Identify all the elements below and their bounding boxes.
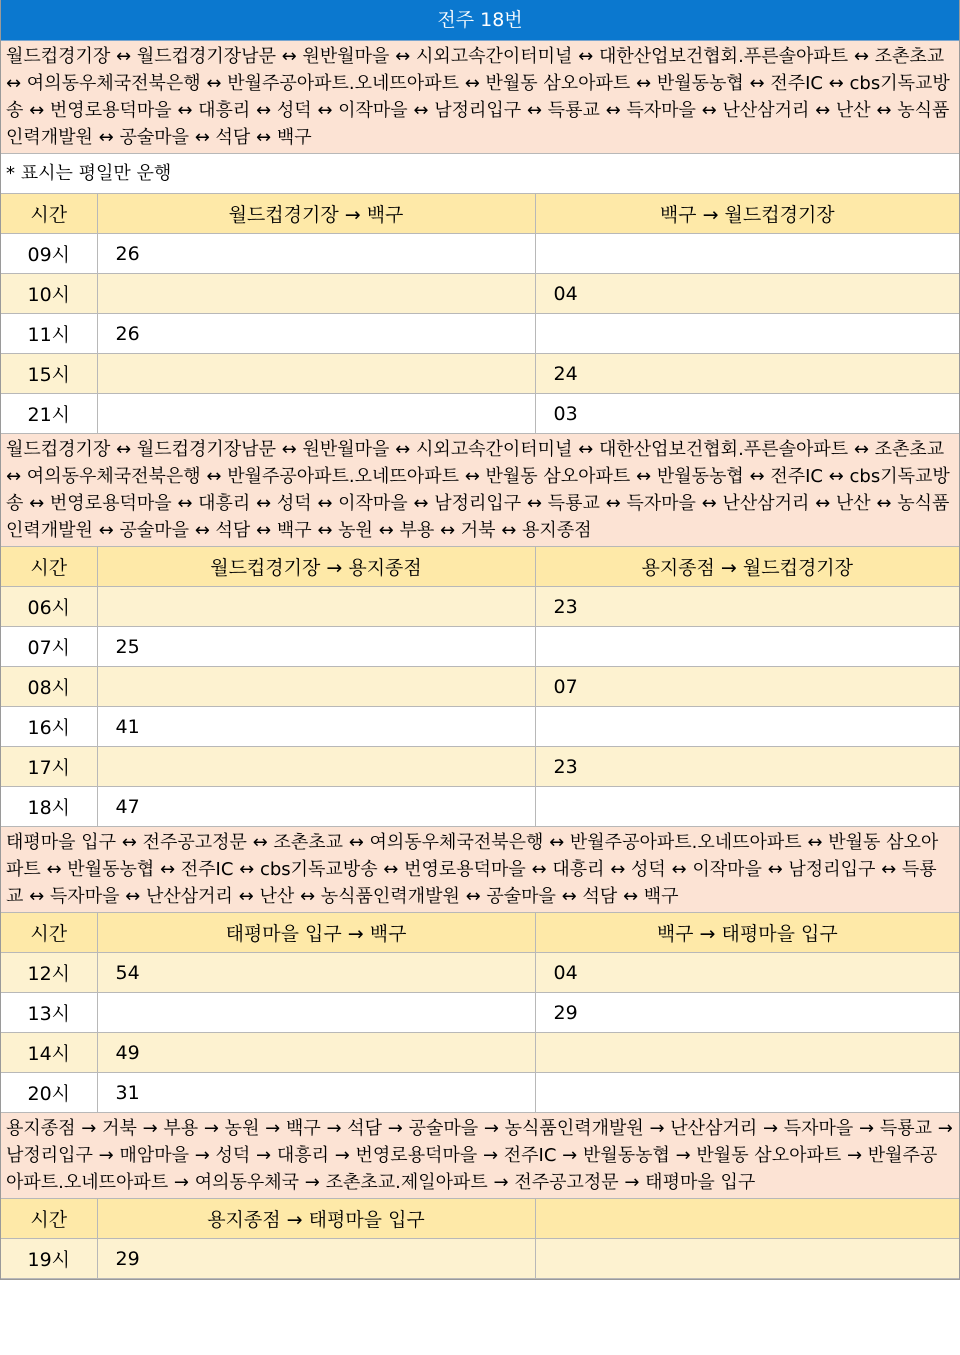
minute-cell <box>97 747 535 787</box>
minute-cell: 49 <box>97 1033 535 1073</box>
table-row <box>1 993 959 1033</box>
table-row <box>1 274 959 314</box>
minute-cell <box>535 707 959 747</box>
minute-cell <box>535 1239 959 1279</box>
timetable <box>1 194 959 434</box>
column-header-direction-a: 월드컵경기장 → 백구 <box>97 194 535 234</box>
column-header-direction-a: 월드컵경기장 → 용지종점 <box>97 547 535 587</box>
timetable <box>1 913 959 1113</box>
table-row <box>1 707 959 747</box>
minute-cell <box>535 787 959 827</box>
column-header-direction-a: 용지종점 → 태평마을 입구 <box>97 1199 535 1239</box>
minute-cell: 47 <box>97 787 535 827</box>
hour-cell: 11시 <box>1 314 97 354</box>
column-header-direction-b: 용지종점 → 월드컵경기장 <box>535 547 959 587</box>
hour-cell: 12시 <box>1 953 97 993</box>
minute-cell: 31 <box>97 1073 535 1113</box>
table-row <box>1 394 959 434</box>
table-row <box>1 953 959 993</box>
table-row <box>1 747 959 787</box>
minute-cell: 26 <box>97 314 535 354</box>
hour-cell: 21시 <box>1 394 97 434</box>
hour-cell: 13시 <box>1 993 97 1033</box>
table-header-row <box>1 194 959 234</box>
hour-cell: 16시 <box>1 707 97 747</box>
route-description: 월드컵경기장 ↔ 월드컵경기장남문 ↔ 원반월마을 ↔ 시외고속간이터미널 ↔ 대한산업보건협회.푸른솔아파트 ↔ 조촌초교 ↔ 여의동우체국전북은행 ↔ 반월주공아파트.오네뜨아파트 ↔ 반월동 삼오아파트 ↔ 반월동농협 ↔ 전주IC ↔ cbs기독교방송 ↔ 번영로용덕마을 ↔ 대흥리 ↔ 성덕 ↔ 이작마을 ↔ 남정리입구 ↔ 득룡교 ↔ 득자마을 ↔ 난산삼거리 ↔ 난산 ↔ 농식품인력개발원 ↔ 공술마을 ↔ 석담 ↔ 백구 <box>1 41 959 154</box>
column-header-time: 시간 <box>1 194 97 234</box>
timetable <box>1 1199 959 1279</box>
table-row <box>1 787 959 827</box>
table-header-row <box>1 1199 959 1239</box>
table-row <box>1 587 959 627</box>
minute-cell: 04 <box>535 274 959 314</box>
table-header-row <box>1 547 959 587</box>
minute-cell: 54 <box>97 953 535 993</box>
table-header-row <box>1 913 959 953</box>
table-row <box>1 627 959 667</box>
column-header-time: 시간 <box>1 547 97 587</box>
hour-cell: 10시 <box>1 274 97 314</box>
minute-cell <box>97 667 535 707</box>
column-header-direction-b: 백구 → 월드컵경기장 <box>535 194 959 234</box>
hour-cell: 14시 <box>1 1033 97 1073</box>
column-header-time: 시간 <box>1 1199 97 1239</box>
minute-cell: 03 <box>535 394 959 434</box>
minute-cell <box>97 274 535 314</box>
route-description: 용지종점 → 거북 → 부용 → 농원 → 백구 → 석담 → 공술마을 → 농식품인력개발원 → 난산삼거리 → 득자마을 → 득룡교 → 남정리입구 → 매암마을 → 성덕 → 대흥리 → 번영로용덕마을 → 전주IC → 반월동농협 → 반월동 삼오아파트 → 반월주공아파트.오네뜨아파트 → 여의동우체국 → 조촌초교.제일아파트 → 전주공고정문 → 태평마을 입구 <box>1 1113 959 1199</box>
column-header-time: 시간 <box>1 913 97 953</box>
table-row <box>1 1033 959 1073</box>
minute-cell: 26 <box>97 234 535 274</box>
route-description: 월드컵경기장 ↔ 월드컵경기장남문 ↔ 원반월마을 ↔ 시외고속간이터미널 ↔ 대한산업보건협회.푸른솔아파트 ↔ 조촌초교 ↔ 여의동우체국전북은행 ↔ 반월주공아파트.오네뜨아파트 ↔ 반월동 삼오아파트 ↔ 반월동농협 ↔ 전주IC ↔ cbs기독교방송 ↔ 번영로용덕마을 ↔ 대흥리 ↔ 성덕 ↔ 이작마을 ↔ 남정리입구 ↔ 득룡교 ↔ 득자마을 ↔ 난산삼거리 ↔ 난산 ↔ 농식품인력개발원 ↔ 공술마을 ↔ 석담 ↔ 백구 ↔ 농원 ↔ 부용 ↔ 거북 ↔ 용지종점 <box>1 434 959 547</box>
hour-cell: 09시 <box>1 234 97 274</box>
table-row <box>1 354 959 394</box>
timetable <box>1 547 959 827</box>
column-header-direction-a: 태평마을 입구 → 백구 <box>97 913 535 953</box>
table-row <box>1 667 959 707</box>
minute-cell: 24 <box>535 354 959 394</box>
table-row <box>1 314 959 354</box>
minute-cell <box>535 1073 959 1113</box>
hour-cell: 20시 <box>1 1073 97 1113</box>
minute-cell <box>97 354 535 394</box>
page-title: 전주 18번 <box>1 0 959 41</box>
minute-cell <box>97 993 535 1033</box>
hour-cell: 19시 <box>1 1239 97 1279</box>
hour-cell: 08시 <box>1 667 97 707</box>
minute-cell <box>97 587 535 627</box>
minute-cell: 07 <box>535 667 959 707</box>
hour-cell: 17시 <box>1 747 97 787</box>
weekday-note: * 표시는 평일만 운행 <box>1 154 959 194</box>
hour-cell: 18시 <box>1 787 97 827</box>
minute-cell: 29 <box>535 993 959 1033</box>
minute-cell: 41 <box>97 707 535 747</box>
table-row <box>1 1239 959 1279</box>
table-row <box>1 234 959 274</box>
hour-cell: 15시 <box>1 354 97 394</box>
minute-cell <box>97 394 535 434</box>
minute-cell <box>535 234 959 274</box>
minute-cell <box>535 627 959 667</box>
minute-cell: 23 <box>535 747 959 787</box>
route-description: 태평마을 입구 ↔ 전주공고정문 ↔ 조촌초교 ↔ 여의동우체국전북은행 ↔ 반월주공아파트.오네뜨아파트 ↔ 반월동 삼오아파트 ↔ 반월동농협 ↔ 전주IC ↔ cbs기독교방송 ↔ 번영로용덕마을 ↔ 대흥리 ↔ 성덕 ↔ 이작마을 ↔ 남정리입구 ↔ 득룡교 ↔ 득자마을 ↔ 난산삼거리 ↔ 난산 ↔ 농식품인력개발원 ↔ 공술마을 ↔ 석담 ↔ 백구 <box>1 827 959 913</box>
minute-cell <box>535 314 959 354</box>
minute-cell: 25 <box>97 627 535 667</box>
table-row <box>1 1073 959 1113</box>
hour-cell: 06시 <box>1 587 97 627</box>
minute-cell: 04 <box>535 953 959 993</box>
column-header-direction-b <box>535 1199 959 1239</box>
minute-cell <box>535 1033 959 1073</box>
hour-cell: 07시 <box>1 627 97 667</box>
minute-cell: 23 <box>535 587 959 627</box>
minute-cell: 29 <box>97 1239 535 1279</box>
column-header-direction-b: 백구 → 태평마을 입구 <box>535 913 959 953</box>
